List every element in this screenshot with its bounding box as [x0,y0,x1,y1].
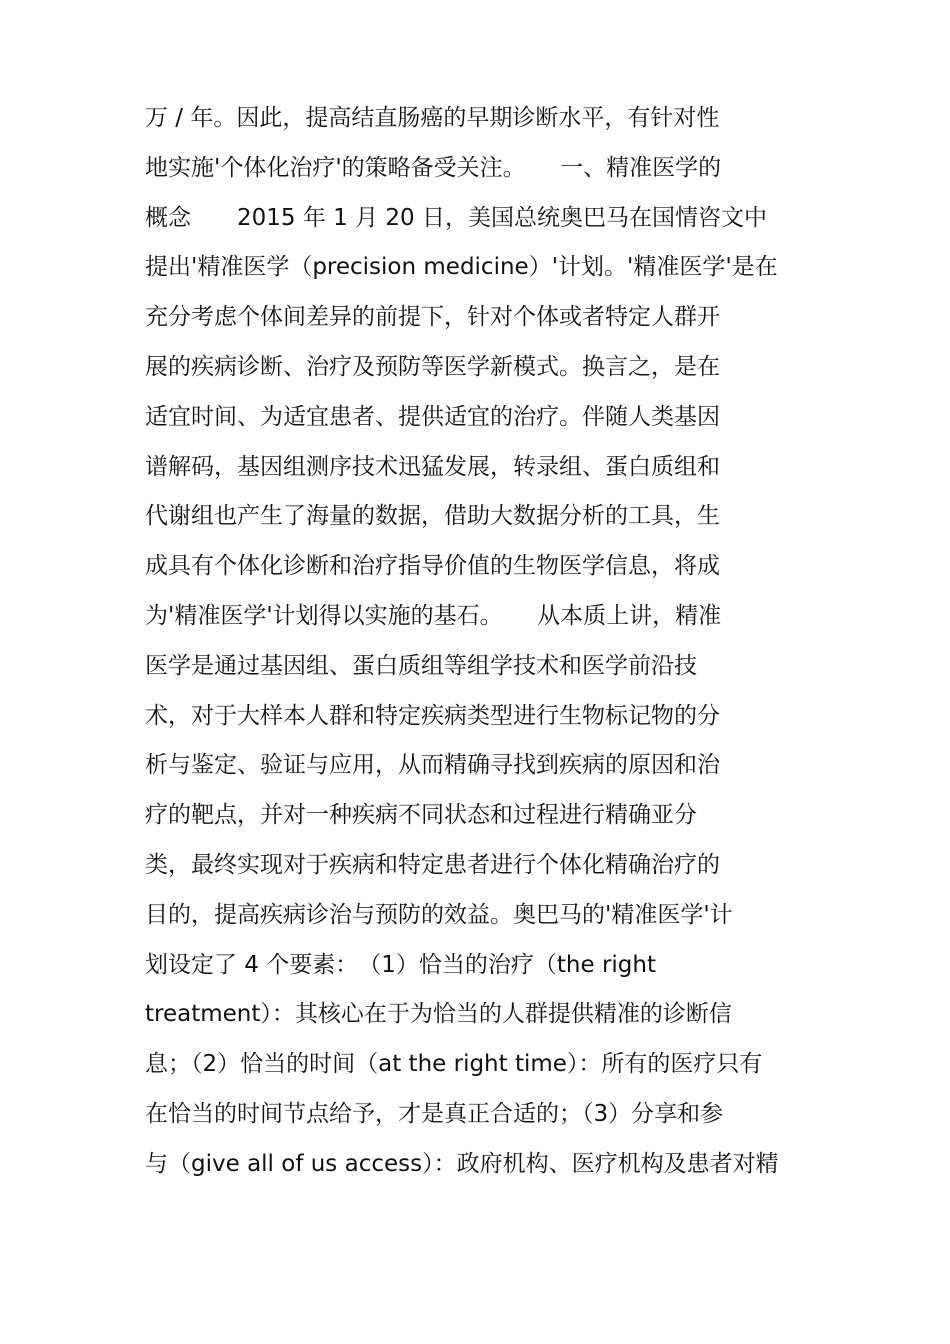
text-line: 万 / 年。因此，提高结直肠癌的早期诊断水平，有针对性 [145,105,720,131]
text-line: 适宜时间、为适宜患者、提供适宜的治疗。伴随人类基因 [145,403,720,430]
text-line: treatment）：其核心在于为恰当的人群提供精准的诊断信 [145,1001,732,1028]
text-line: 目的，提高疾病诊治与预防的效益。奥巴马的'精准医学'计 [145,901,733,928]
text-line: 展的疾病诊断、治疗及预防等医学新模式。换言之，是在 [145,353,720,380]
text-line: 与（give all of us access）：政府机构、医疗机构及患者对精 [145,1150,779,1177]
text-line: 息；（2）恰当的时间（at the right time）：所有的医疗只有 [145,1051,763,1078]
text-line: 谱解码，基因组测序技术迅猛发展，转录组、蛋白质组和 [145,453,720,480]
text-line: 医学是通过基因组、蛋白质组等组学技术和医学前沿技 [145,652,697,679]
text-line: 提出'精准医学（precision medicine）'计划。'精准医学'是在 [145,254,778,281]
text-line: 类，最终实现对于疾病和特定患者进行个体化精确治疗的 [145,851,720,878]
text-line: 疗的靶点，并对一种疾病不同状态和过程进行精确亚分 [145,802,697,829]
body-text [145,94,825,1190]
text-line: 概念 2015 年 1 月 20 日，美国总统奥巴马在国情咨文中 [145,204,767,231]
text-line: 划设定了 4 个要素： （1）恰当的治疗（the right [145,951,656,978]
text-line: 地实施'个体化治疗'的策略备受关注。 一、精准医学的 [145,154,722,181]
text-line: 为'精准医学'计划得以实施的基石。 从本质上讲，精准 [145,602,722,629]
text-line: 术，对于大样本人群和特定疾病类型进行生物标记物的分 [145,702,720,729]
text-line: 成具有个体化诊断和治疗指导价值的生物医学信息，将成 [145,553,720,580]
text-line: 代谢组也产生了海量的数据，借助大数据分析的工具，生 [145,503,720,530]
text-line: 在恰当的时间节点给予，才是真正合适的；（3）分享和参 [145,1100,724,1127]
text-line: 充分考虑个体间差异的前提下，针对个体或者特定人群开 [145,304,720,331]
text-line: 析与鉴定、验证与应用，从而精确寻找到疾病的原因和治 [145,752,720,779]
